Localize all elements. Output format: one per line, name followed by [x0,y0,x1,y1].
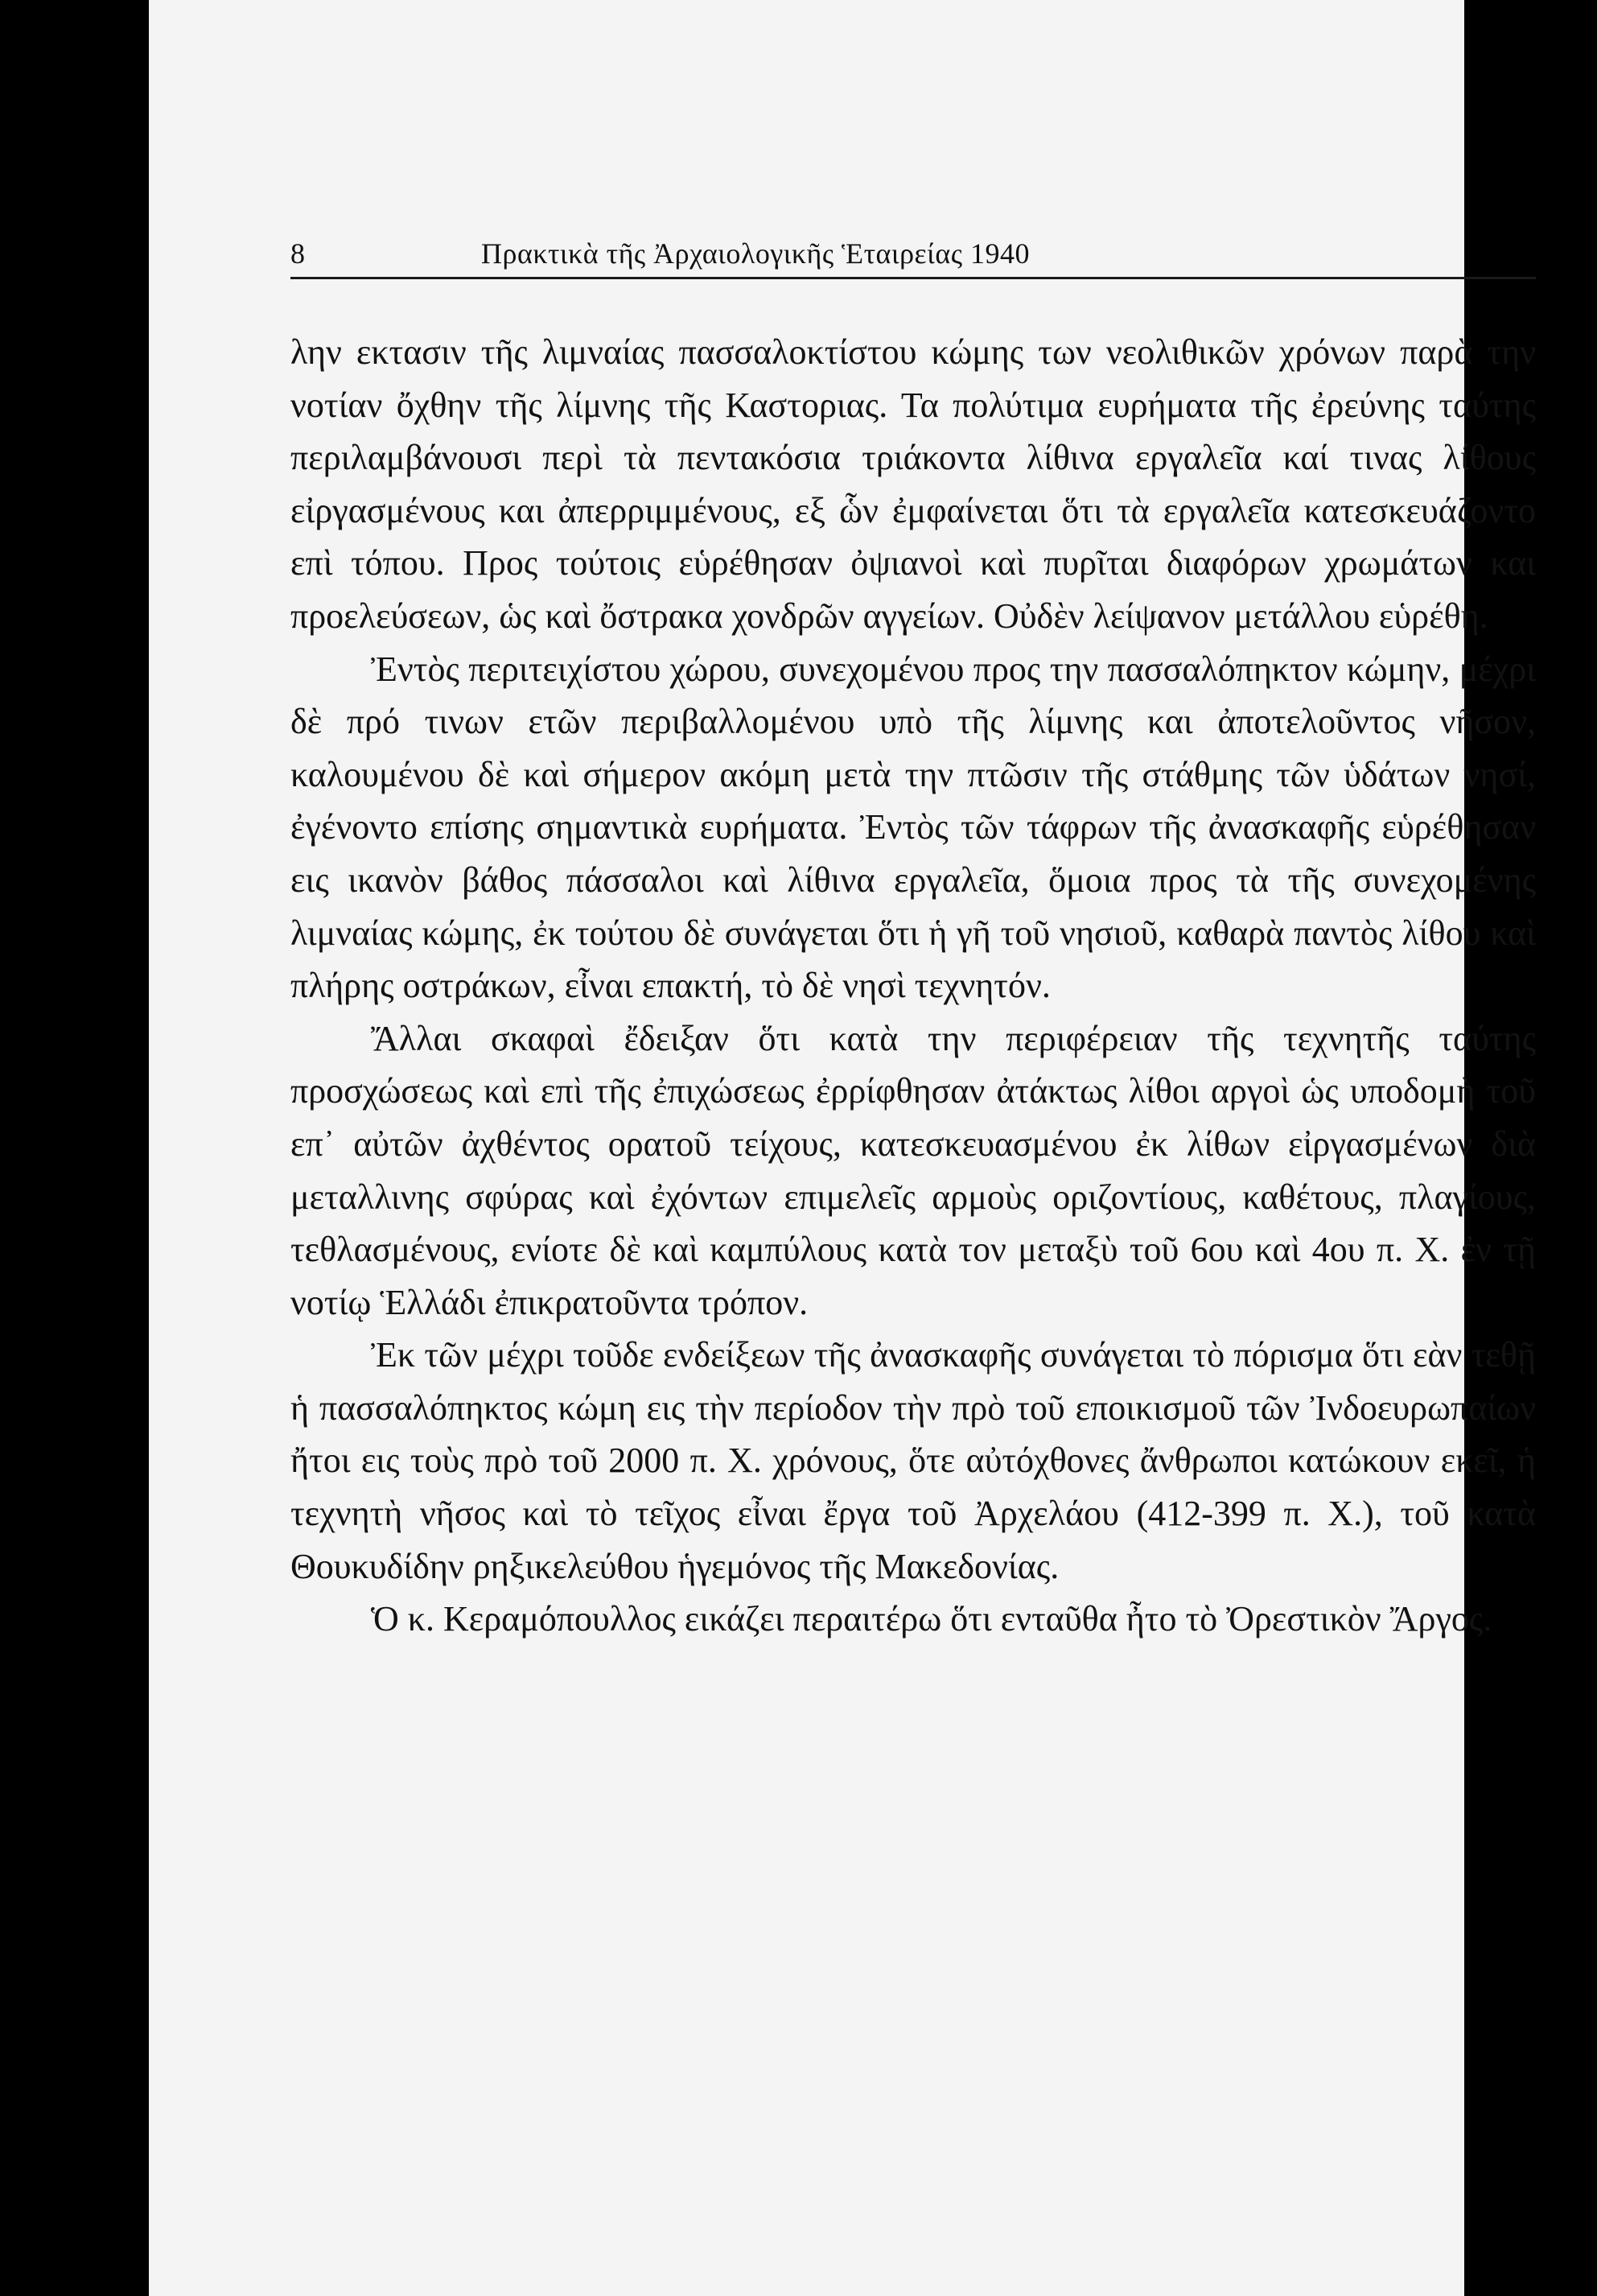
scanned-page [149,0,1536,2296]
journal-title: Πρακτικὰ τῆς Ἀρχαιολογικῆς Ἑταιρείας 1940 [481,237,1030,270]
body-text [290,326,1536,1646]
paragraph-4: Ἐκ τῶν μέχρι τοῦδε ενδείξεων τῆς ἀνασκαφῆς συνάγεται τὸ πόρισμα ὅτι εὰν τεθῇ ἡ πασσαλόπηκτος κώμη εις τὴν περίοδον τὴν πρὸ τοῦ εποικισμοῦ τῶν Ἰνδοευρωπαίων ἤτοι εις τοὺς πρὸ τοῦ 2000 π. Χ. χρόνους, ὅτε αὐτόχθονες ἄνθρωποι κατώκουν εκεῖ, ἡ τεχνητὴ νῆσος καὶ τὸ τεῖχος εἶναι ἔργα τοῦ Ἀρχελάου (412-399 π. Χ.), τοῦ κατὰ Θουκυδίδην ρηξικελεύθου ἡγεμόνος τῆς Μακεδονίας. [290,1335,1536,1586]
running-head [290,233,1536,282]
page-number: 8 [290,237,305,270]
paragraph-5: Ὁ κ. Κεραμόπουλλος εικάζει περαιτέρω ὅτι ενταῦθα ἦτο τὸ Ὀρεστικὸν Ἄργος. [371,1599,1492,1639]
paragraph-1: λην εκτασιν τῆς λιμναίας πασσαλοκτίστου κώμης των νεολιθικῶν χρόνων παρὰ την νοτίαν ὄχθην τῆς λίμνης τῆς Καστοριας. Τα πολύτιμα ευρήματα τῆς ἐρεύνης ταύτης περιλαμβάνουσι περὶ τὰ πεντακόσια τριάκοντα λίθινα εργαλεῖα καί τινας λίθους εἰργασμένους και ἀπερριμμένους, εξ ὧν ἐμφαίνεται ὅτι τὰ εργαλεῖα κατεσκευάζοντο επὶ τόπου. Προς τούτοις εὑρέθησαν ὀψιανοὶ καὶ πυρῖται διαφόρων χρωμάτων και προελεύσεων, ὡς καὶ ὄστρακα χονδρῶν αγγείων. Οὐδὲν λείψανον μετάλλου εὑρέθη. [290,332,1536,636]
paragraph-2: Ἐντὸς περιτειχίστου χώρου, συνεχομένου προς την πασσαλόπηκτον κώμην, μέχρι δὲ πρό τινων ετῶν περιβαλλομένου υπὸ τῆς λίμνης και ἀποτελοῦντος νῆσον, καλουμένου δὲ καὶ σήμερον ακόμη μετὰ την πτῶσιν τῆς στάθμης τῶν ὑδάτων νησί, ἐγένοντο επίσης σημαντικὰ ευρήματα. Ἐντὸς τῶν τάφρων τῆς ἀνασκαφῆς εὑρέθησαν εις ικανὸν βάθος πάσσαλοι καὶ λίθινα εργαλεῖα, ὅμοια προς τὰ τῆς συνεχομένης λιμναίας κώμης, ἐκ τούτου δὲ συνάγεται ὅτι ἡ γῆ τοῦ νησιοῦ, καθαρὰ παντὸς λίθου καὶ πλήρης οστράκων, εἶναι επακτή, τὸ δὲ νησὶ τεχνητόν. [290,649,1536,1006]
paragraph-3: Ἄλλαι σκαφαὶ ἔδειξαν ὅτι κατὰ την περιφέρειαν τῆς τεχνητῆς ταύτης προσχώσεως καὶ επὶ τῆς ἐπιχώσεως ἐρρίφθησαν ἀτάκτως λίθοι αργοὶ ὡς υποδομὴ τοῦ επ᾿ αὐτῶν ἀχθέντος ορατοῦ τείχους, κατεσκευασμένου ἐκ λίθων εἰργασμένων διὰ μεταλλινης σφύρας καὶ ἐχόντων επιμελεῖς αρμοὺς οριζοντίους, καθέτους, πλαγίους, τεθλασμένους, ενίοτε δὲ καὶ καμπύλους κατὰ τον μεταξὺ τοῦ 6ου καὶ 4ου π. Χ. ἐν τῇ νοτίῳ Ἑλλάδι ἐπικρατοῦντα τρόπον. [290,1018,1536,1322]
header-rule [290,277,1536,279]
